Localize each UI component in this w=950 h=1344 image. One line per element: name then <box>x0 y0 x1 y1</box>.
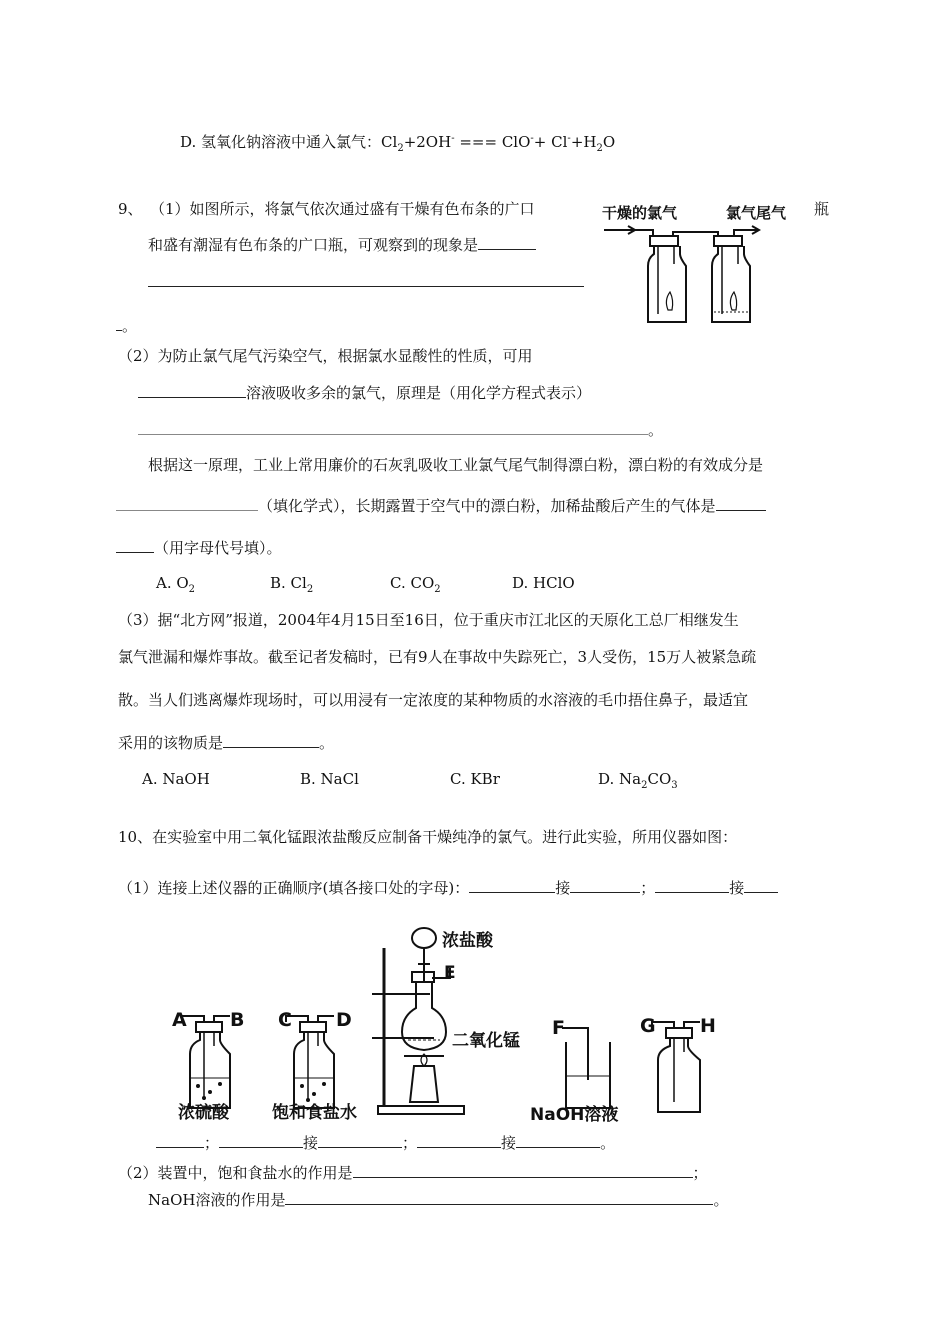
answer-blank[interactable] <box>417 1131 501 1148</box>
jie-label: 接 <box>501 1134 517 1152</box>
answer-blank[interactable] <box>716 494 766 511</box>
label-g: G <box>640 1015 656 1037</box>
option-d <box>598 768 678 797</box>
label-e: E <box>444 963 456 983</box>
label-a: A <box>172 1009 187 1031</box>
q10-part2-line2 <box>148 1188 728 1211</box>
bottle-2 <box>712 246 750 322</box>
label-sat-salt-water: 饱和食盐水 <box>272 1103 357 1123</box>
jie-label: 接 <box>303 1134 319 1152</box>
q9-part1-line2 <box>148 233 536 256</box>
stopper-ab <box>196 1022 222 1032</box>
q9-part2-line4: 根据这一原理，工业上常用廉价的石灰乳吸收工业氯气尾气制得漂白粉，漂白粉的有效成分是 <box>148 456 764 474</box>
q9-part2-line1: （2）为防止氯气尾气污染空气，根据氯水显酸性的性质，可用 <box>118 347 533 365</box>
q9-part2-line5 <box>116 494 766 517</box>
label-conc-sulfuric: 浓硫酸 <box>178 1103 229 1123</box>
formula-part: === ClO <box>454 133 531 151</box>
stand-base <box>378 1106 464 1114</box>
answer-blank[interactable] <box>285 1188 713 1205</box>
q9-part3-line4-text: 采用的该物质是 <box>118 734 224 752</box>
option-b-text: B. Cl <box>270 574 307 592</box>
label-h: H <box>700 1015 716 1037</box>
subscript: 2 <box>306 584 314 595</box>
answer-blank[interactable] <box>318 1131 402 1148</box>
answer-blank[interactable] <box>655 876 729 893</box>
answer-blank[interactable] <box>744 876 778 893</box>
superscript: - <box>451 133 455 144</box>
answer-blank[interactable] <box>353 1161 693 1178</box>
cloth-strip-1 <box>666 292 672 310</box>
option-c <box>390 572 441 601</box>
q9-part1-end <box>116 314 137 337</box>
jie-label: 接 <box>555 879 571 897</box>
label-b: B <box>230 1009 245 1031</box>
q9-part2-line6-text: （用字母代号填）。 <box>154 539 282 557</box>
cloth-strip-2 <box>730 292 736 310</box>
formula-part: +H <box>570 133 597 151</box>
q9-part3-line4 <box>118 731 334 754</box>
superscript: - <box>530 133 534 144</box>
label-mno2: 二氧化锰 <box>452 1031 520 1051</box>
bottle-ab <box>190 1032 230 1108</box>
option-d: D. HClO <box>512 574 575 592</box>
period: 。 <box>122 317 138 335</box>
answer-blank[interactable] <box>516 1131 600 1148</box>
separatory-funnel <box>412 928 436 948</box>
semicolon: ； <box>402 1134 418 1152</box>
option-a <box>156 572 195 601</box>
q8-option-d <box>180 128 615 160</box>
formula-part: O <box>602 133 616 151</box>
formula-part: + Cl <box>533 133 568 151</box>
apparatus-figure <box>168 916 728 1128</box>
period: 。 <box>319 734 335 752</box>
q10-part2-line2-text: NaOH溶液的作用是 <box>148 1191 286 1209</box>
q9-part2-line3 <box>138 418 663 441</box>
bottle-gh <box>658 1038 700 1112</box>
q10-part1-line2 <box>156 1131 615 1154</box>
option-c-text: C. CO <box>390 574 435 592</box>
q9-part2-line2-text: 溶液吸收多余的氯气，原理是（用化学方程式表示） <box>246 384 592 402</box>
answer-blank[interactable] <box>478 233 536 250</box>
subscript: 3 <box>671 780 678 791</box>
stopper-2 <box>714 236 742 246</box>
label-d: D <box>336 1009 352 1031</box>
option-b: B. NaCl <box>300 770 359 788</box>
answer-blank[interactable] <box>570 876 640 893</box>
stopper-cd <box>300 1022 326 1032</box>
formula-part: +2OH <box>403 133 452 151</box>
q9-part2-line5-text: （填化学式），长期露置于空气中的漂白粉，加稀盐酸后产生的气体是 <box>258 497 716 515</box>
q9-part1-tail: 瓶 <box>814 200 830 218</box>
answer-blank[interactable] <box>148 270 584 287</box>
answer-blank[interactable] <box>219 1131 303 1148</box>
q10-part2-line1-text: （2）装置中，饱和食盐水的作用是 <box>118 1164 353 1182</box>
bottle-1 <box>648 246 686 322</box>
answer-blank[interactable] <box>138 381 246 398</box>
semicolon: ； <box>640 879 656 897</box>
option-a-text: A. O <box>156 574 189 592</box>
connector-tube <box>673 232 718 236</box>
bubbles <box>196 1082 326 1102</box>
q10-part2-line1 <box>118 1161 708 1184</box>
q10-part1-line1 <box>118 876 778 899</box>
alcohol-lamp <box>410 1066 438 1102</box>
q10-part1-text: （1）连接上述仪器的正确顺序(填各接口处的字母)： <box>118 879 470 897</box>
subscript: 2 <box>641 780 648 791</box>
period: 。 <box>648 421 664 439</box>
answer-blank[interactable] <box>116 536 154 553</box>
semicolon: ； <box>204 1134 220 1152</box>
q9-part2-line2 <box>138 381 591 404</box>
answer-blank[interactable] <box>469 876 555 893</box>
gas-bottles-figure <box>598 196 838 328</box>
q8-option-d-text: D. 氢氧化钠溶液中通入氯气：Cl <box>180 133 398 151</box>
stopper-1 <box>650 236 678 246</box>
label-naoh-solution: NaOH溶液 <box>530 1105 619 1125</box>
option-b <box>270 572 313 601</box>
fig-label-tail-gas: 氯气尾气 <box>726 204 787 222</box>
answer-blank[interactable] <box>138 418 648 435</box>
q9-part2-line6 <box>116 536 282 559</box>
subscript: 2 <box>434 584 441 595</box>
formula-part: CO <box>647 770 672 788</box>
superscript: - <box>567 133 571 144</box>
semicolon: ； <box>692 1164 708 1182</box>
q9-part1-line1: （1）如图所示，将氯气依次通过盛有干燥有色布条的广口 <box>150 200 535 218</box>
subscript: 2 <box>188 584 196 595</box>
period: 。 <box>600 1134 616 1152</box>
q10-intro: 10、在实验室中用二氧化锰跟浓盐酸反应制备干燥纯净的氯气。进行此实验，所用仪器如图： <box>118 828 738 846</box>
q9-part3-line3: 散。当人们逃离爆炸现场时，可以用浸有一定浓度的某种物质的水溶液的毛巾捂住鼻子，最适宜 <box>118 691 749 709</box>
stopper-gh <box>666 1028 692 1038</box>
label-c: C <box>278 1009 292 1031</box>
bottle-cd <box>294 1032 334 1108</box>
answer-blank[interactable] <box>156 1131 204 1148</box>
option-a: A. NaOH <box>142 770 210 788</box>
q9-number: 9、 <box>118 200 143 218</box>
option-c: C. KBr <box>450 770 500 788</box>
subscript: 2 <box>596 143 603 154</box>
q9-part3-line2: 氯气泄漏和爆炸事故。截至记者发稿时，已有9人在事故中失踪死亡，3人受伤，15万人被紧急疏 <box>118 648 757 666</box>
subscript: 2 <box>397 143 404 154</box>
jie-label: 接 <box>729 879 745 897</box>
answer-blank[interactable] <box>116 494 258 511</box>
label-f: F <box>552 1017 565 1039</box>
q9-part1-line2-text: 和盛有潮湿有色布条的广口瓶，可观察到的现象是 <box>148 236 479 254</box>
answer-blank[interactable] <box>223 731 319 748</box>
answer-line[interactable] <box>148 270 584 293</box>
q9-part3-line1: （3）据“北方网”报道，2004年4月15日至16日，位于重庆市江北区的天原化工总厂相继发生 <box>118 611 739 629</box>
option-d-text: D. Na <box>598 770 642 788</box>
period: 。 <box>713 1191 729 1209</box>
fig-label-dry-chlorine: 干燥的氯气 <box>602 204 678 222</box>
label-conc-hcl: 浓盐酸 <box>442 931 493 951</box>
